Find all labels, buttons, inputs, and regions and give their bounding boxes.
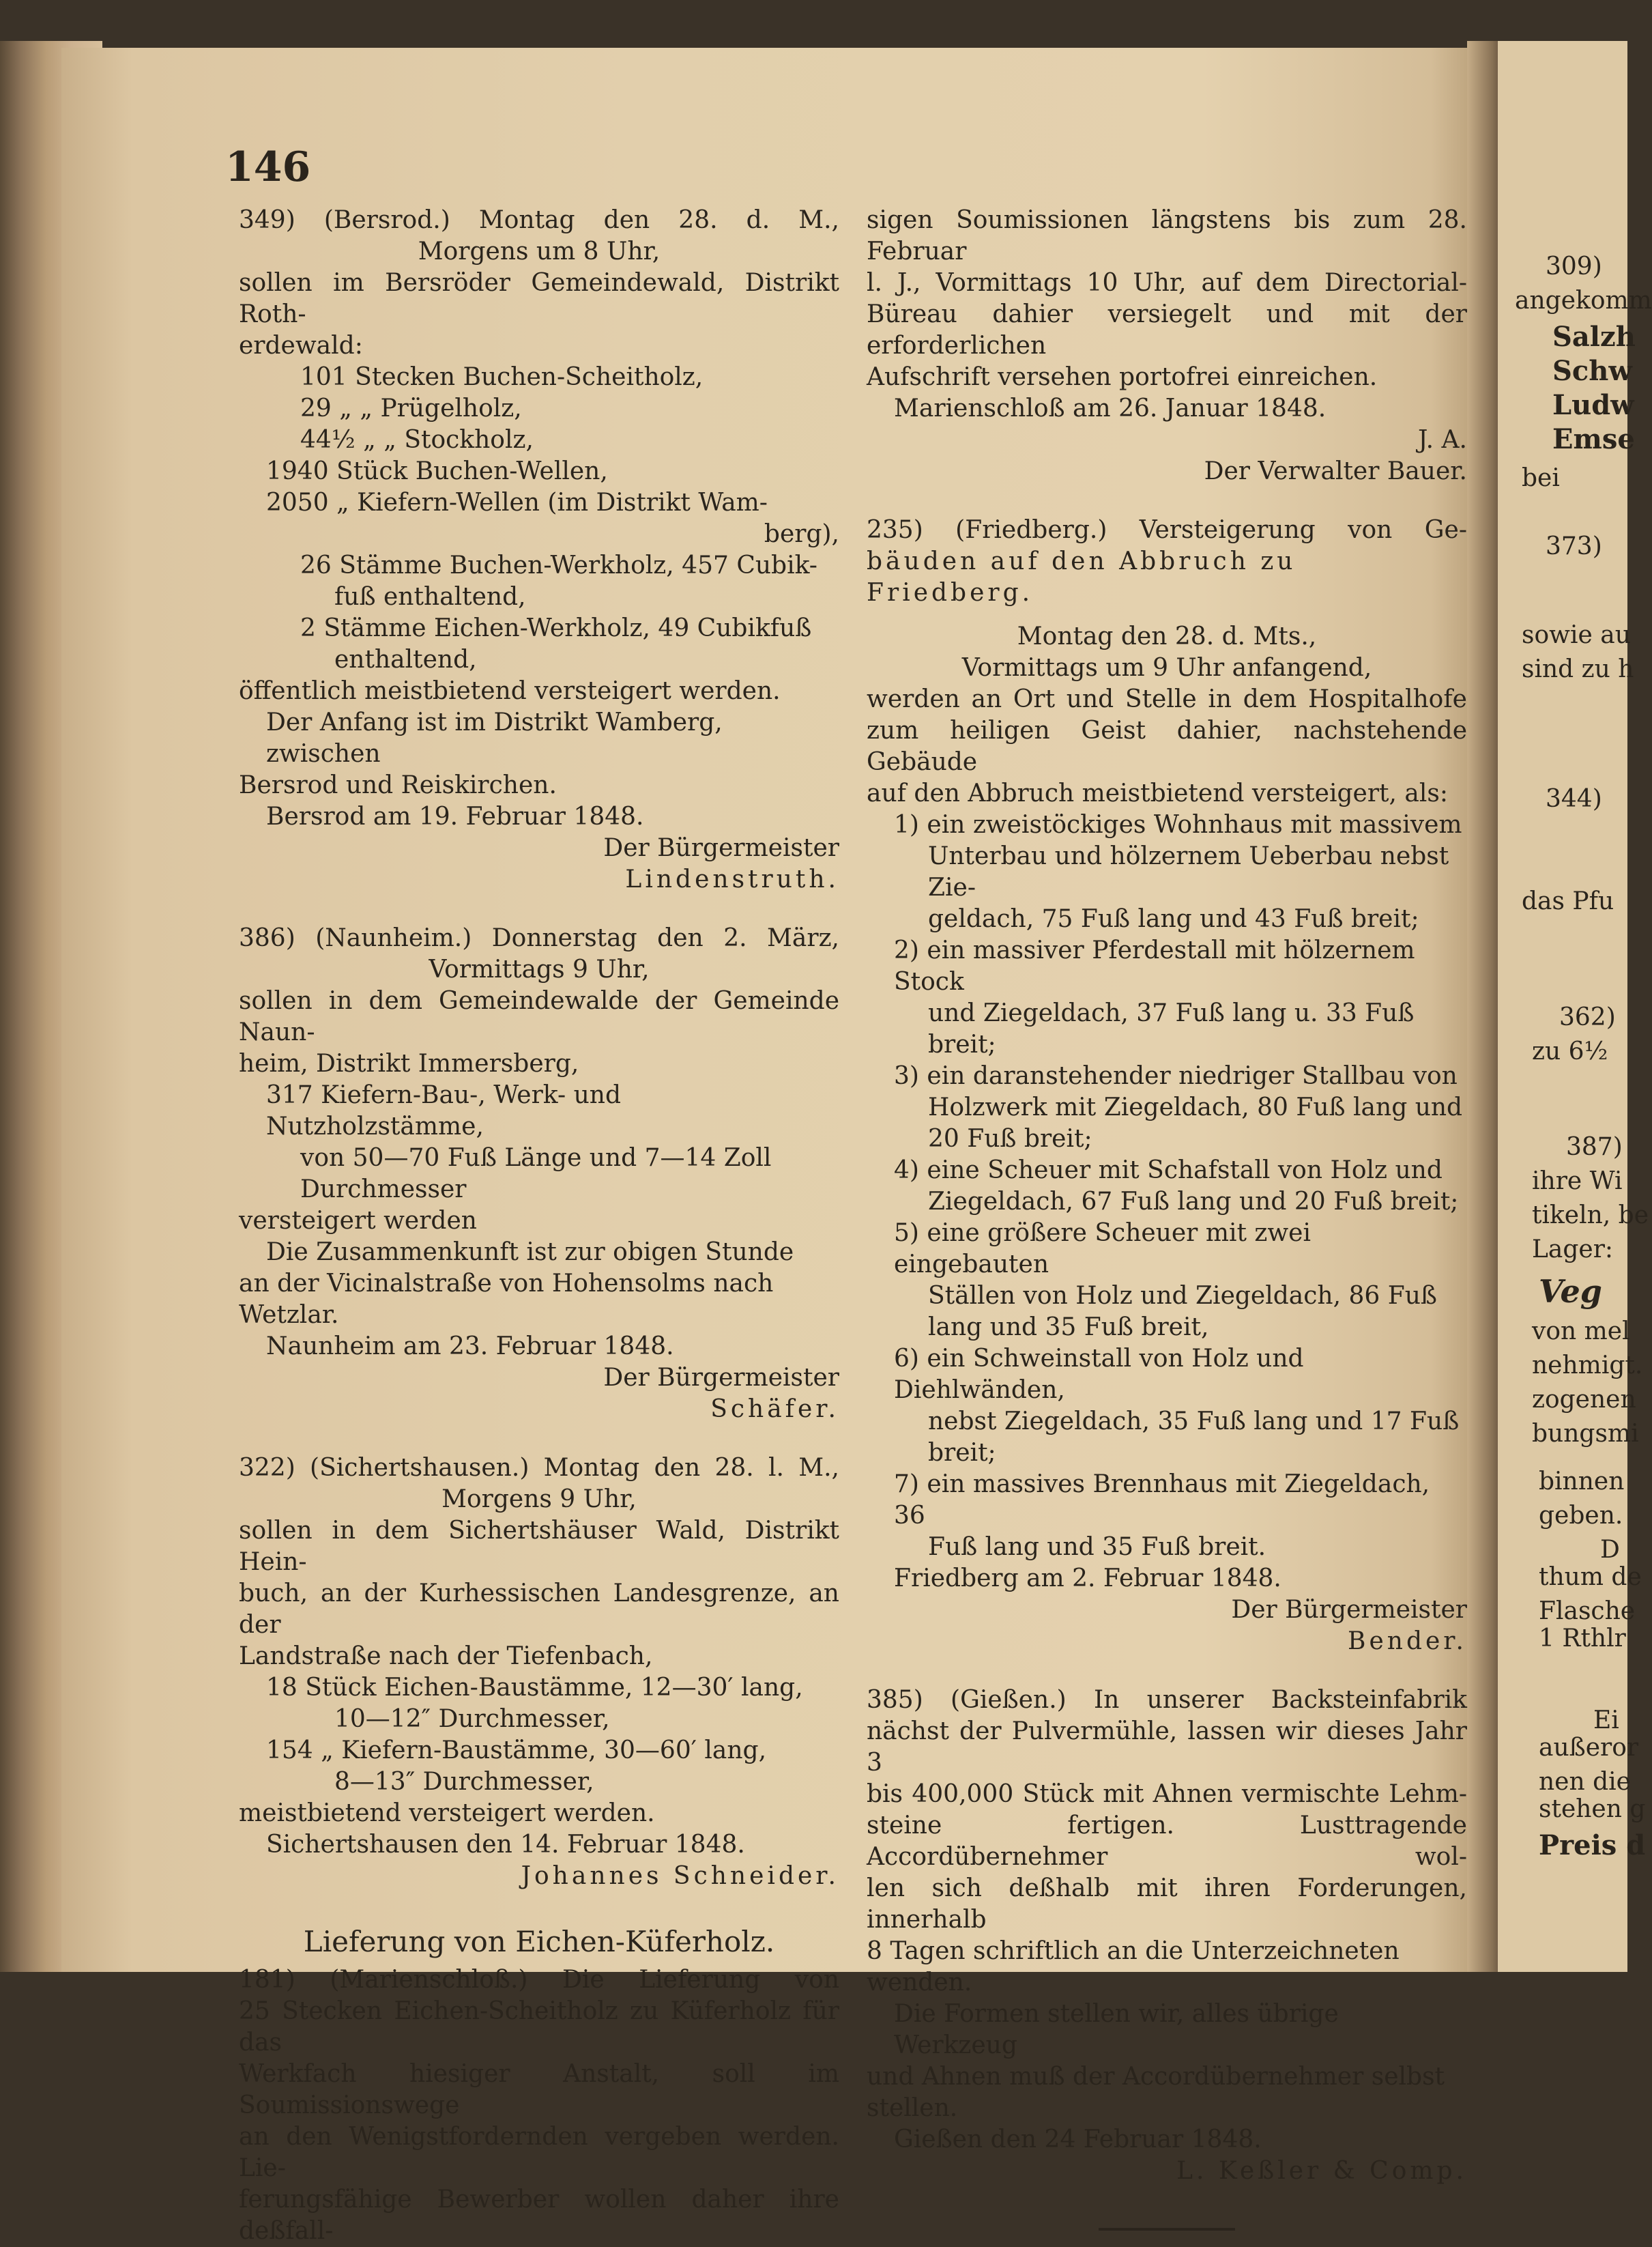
- text-line: Die Formen stellen wir, alles übrige Werkzeug: [894, 2000, 1339, 2059]
- text-line: fuß enthaltend,: [334, 583, 526, 611]
- text-line: geldach, 75 Fuß lang und 43 Fuß breit;: [928, 905, 1419, 933]
- text-line: 25 Stecken Eichen-Scheitholz zu Küferholz für das: [239, 1997, 839, 2057]
- text-line: Ziegeldach, 67 Fuß lang und 20 Fuß breit;: [928, 1188, 1459, 1216]
- text-line: Durchmesser: [300, 1175, 467, 1203]
- text-line: l. J., Vormittags 10 Uhr, auf dem Directorial-: [867, 269, 1467, 297]
- text-line: Montag den 28. d. Mts.,: [1017, 622, 1317, 650]
- text-line: lang und 35 Fuß breit,: [928, 1313, 1209, 1341]
- text-line: enthaltend,: [334, 646, 477, 674]
- right-page-fragment: bei: [1522, 464, 1560, 492]
- text-line: J. A.: [1418, 426, 1467, 454]
- text-line: nächst der Pulvermühle, lassen wir dieses Jahr 3: [867, 1717, 1467, 1777]
- text-line: Bersrod am 19. Februar 1848.: [266, 803, 644, 831]
- text-line: 2 Stämme Eichen-Werkholz, 49 Cubikfuß: [300, 614, 812, 642]
- text-line: Büreau dahier versiegelt und mit der erforderlichen: [867, 300, 1467, 360]
- text-line: 322) (Sichertshausen.) Montag den 28. l. M.,: [239, 1454, 839, 1482]
- right-page-fragment: zogenen: [1532, 1386, 1636, 1414]
- text-line: Der Bürgermeister: [603, 1364, 839, 1392]
- text-line: bäuden auf den Abbruch zu Friedberg.: [867, 547, 1296, 607]
- paragraph-gap: [239, 1425, 839, 1452]
- right-page-fragment: bungsmi: [1532, 1420, 1639, 1448]
- text-line: steine fertigen. Lusttragende Accordübernehmer wol-: [867, 1812, 1467, 1871]
- text-line: 10—12″ Durchmesser,: [334, 1705, 610, 1733]
- text-line: nebst Ziegeldach, 35 Fuß lang und 17 Fuß: [928, 1407, 1460, 1435]
- right-page-fragment: tikeln, be: [1532, 1201, 1649, 1229]
- right-page-fragment: Veg: [1539, 1273, 1602, 1310]
- text-line: 26 Stämme Buchen-Werkholz, 457 Cubik-: [300, 552, 817, 579]
- text-line: Vormittags 9 Uhr,: [429, 956, 650, 984]
- text-line: 3) ein daranstehender niedriger Stallbau von: [894, 1062, 1458, 1090]
- text-line: 385) (Gießen.) In unserer Backsteinfabrik: [867, 1686, 1467, 1714]
- right-page-fragment: nehmigt.: [1532, 1351, 1643, 1379]
- text-line: ferungsfähige Bewerber wollen daher ihre deßfall-: [239, 2186, 839, 2245]
- middle-column: [867, 205, 1467, 2231]
- text-line: 18 Stück Eichen-Baustämme, 12—30′ lang,: [266, 1674, 803, 1702]
- text-line: 4) eine Scheuer mit Schafstall von Holz und: [894, 1156, 1443, 1184]
- text-line: sollen in dem Sichertshäuser Wald, Distrikt Hein-: [239, 1517, 839, 1576]
- paragraph-gap: [867, 487, 1467, 515]
- text-line: 1940 Stück Buchen-Wellen,: [266, 457, 608, 485]
- text-line: Werkfach hiesiger Anstalt, soll im Soumissionswege: [239, 2060, 839, 2119]
- right-page-fragment: thum de: [1539, 1563, 1642, 1591]
- text-line: 386) (Naunheim.) Donnerstag den 2. März,: [239, 924, 839, 952]
- paragraph-gap: [239, 896, 839, 923]
- text-line: len sich deßhalb mit ihren Forderungen, innerhalb: [867, 1874, 1467, 1934]
- text-line: zum heiligen Geist dahier, nachstehende Gebäude: [867, 717, 1467, 776]
- text-line: 44½ „ „ Stockholz,: [300, 426, 534, 454]
- text-line: sollen in dem Gemeindewalde der Gemeinde Naun-: [239, 987, 839, 1046]
- text-line: Bersrod und Reiskirchen.: [239, 771, 557, 799]
- text-line: Sichertshausen den 14. Februar 1848.: [266, 1831, 745, 1859]
- text-line: berg),: [764, 520, 839, 548]
- text-line: 20 Fuß breit;: [928, 1125, 1092, 1153]
- text-line: 154 „ Kiefern-Baustämme, 30—60′ lang,: [266, 1736, 767, 1764]
- paragraph-gap: [867, 1657, 1467, 1685]
- right-page-fragment: Ei: [1593, 1706, 1619, 1734]
- right-page-fragment: außeror: [1539, 1734, 1639, 1762]
- text-line: Bender.: [1348, 1627, 1467, 1655]
- text-line: 317 Kiefern-Bau-, Werk- und Nutzholzstämme,: [266, 1081, 621, 1141]
- text-line: Holzwerk mit Ziegeldach, 80 Fuß lang und: [928, 1093, 1463, 1121]
- right-page-fragment: Salzh: [1552, 321, 1636, 353]
- text-line: werden an Ort und Stelle in dem Hospitalhofe: [867, 685, 1467, 713]
- right-page-fragment: angekomm: [1515, 287, 1652, 315]
- right-page-fragment: ihre Wi: [1532, 1167, 1623, 1195]
- right-page-fragment: sowie au: [1522, 621, 1631, 649]
- text-line: sollen im Bersröder Gemeindewald, Distrikt Roth-: [239, 269, 839, 328]
- right-page-fragment: Emse: [1552, 423, 1635, 455]
- right-page-fragment: nen die: [1539, 1768, 1631, 1796]
- text-line: Johannes Schneider.: [521, 1862, 839, 1890]
- text-line: 235) (Friedberg.) Versteigerung von Ge-: [867, 516, 1467, 544]
- text-line: Der Bürgermeister: [1231, 1596, 1467, 1624]
- text-line: versteigert werden: [239, 1207, 477, 1235]
- text-line: 349) (Bersrod.) Montag den 28. d. M.,: [239, 206, 839, 234]
- middle-column-lines: [867, 205, 1467, 2187]
- right-page-fragment: stehen g: [1539, 1795, 1646, 1823]
- right-page-fragment: 387): [1566, 1133, 1623, 1161]
- right-page-fragment: 1 Rthlr: [1539, 1625, 1626, 1652]
- text-line: Marienschloß am 26. Januar 1848.: [894, 395, 1327, 423]
- right-page-fragment: 373): [1546, 532, 1602, 560]
- text-line: 181) (Marienschloß.) Die Lieferung von: [239, 1966, 839, 1994]
- page-number: 146: [225, 143, 311, 191]
- text-line: 5) eine größere Scheuer mit zwei eingebauten: [894, 1219, 1311, 1278]
- paragraph-gap: [867, 609, 1467, 621]
- right-page-fragment: Schw: [1552, 355, 1632, 387]
- text-line: Lieferung von Eichen-Küferholz.: [303, 1925, 775, 1958]
- text-line: buch, an der Kurhessischen Landesgrenze, an der: [239, 1579, 839, 1639]
- text-line: Vormittags um 9 Uhr anfangend,: [961, 654, 1372, 682]
- right-page-fragment: Lager:: [1532, 1235, 1614, 1263]
- right-page: [1498, 41, 1652, 1972]
- text-line: breit;: [928, 1439, 996, 1467]
- text-line: Fuß lang und 35 Fuß breit.: [928, 1533, 1266, 1561]
- text-line: Der Anfang ist im Distrikt Wamberg, zwischen: [266, 709, 723, 768]
- text-line: Der Bürgermeister: [603, 834, 839, 862]
- text-line: 8—13″ Durchmesser,: [334, 1768, 594, 1796]
- text-line: Lindenstruth.: [625, 865, 839, 893]
- right-page-fragment: das Pfu: [1522, 887, 1614, 915]
- text-line: Der Verwalter Bauer.: [1204, 457, 1467, 485]
- text-line: erdewald:: [239, 332, 363, 360]
- right-page-fragment: 344): [1546, 785, 1602, 813]
- right-page-fragment: Flasche: [1539, 1597, 1636, 1625]
- text-line: auf den Abbruch meistbietend versteigert, als:: [867, 779, 1448, 807]
- text-line: meistbietend versteigert werden.: [239, 1799, 655, 1827]
- right-page-fragment: von mel: [1532, 1317, 1630, 1345]
- text-line: und Ahnen muß der Accordübernehmer selbst stellen.: [867, 2063, 1445, 2122]
- paragraph-gap: [239, 1892, 839, 1919]
- text-line: Morgens um 8 Uhr,: [418, 238, 661, 266]
- text-line: Schäfer.: [710, 1395, 839, 1423]
- right-page-fragment: Preis d: [1539, 1829, 1646, 1861]
- text-line: 101 Stecken Buchen-Scheitholz,: [300, 363, 704, 391]
- text-line: Gießen den 24 Februar 1848.: [894, 2126, 1262, 2153]
- text-line: Morgens 9 Uhr,: [441, 1485, 637, 1513]
- text-line: Die Zusammenkunft ist zur obigen Stunde: [266, 1238, 794, 1266]
- left-column: [239, 205, 839, 2247]
- text-line: an der Vicinalstraße von Hohensolms nach Wetzlar.: [239, 1270, 774, 1329]
- text-line: heim, Distrikt Immersberg,: [239, 1050, 579, 1078]
- text-line: Landstraße nach der Tiefenbach,: [239, 1642, 653, 1670]
- text-line: 1) ein zweistöckiges Wohnhaus mit massivem: [894, 811, 1462, 839]
- text-line: L. Keßler & Comp.: [1176, 2157, 1467, 2185]
- right-page-fragment: geben.: [1539, 1502, 1623, 1530]
- closing-rule: [1099, 2228, 1235, 2231]
- text-line: und Ziegeldach, 37 Fuß lang u. 33 Fuß breit;: [928, 999, 1415, 1059]
- right-page-fragment: zu 6½: [1532, 1037, 1608, 1065]
- text-line: Ställen von Holz und Ziegeldach, 86 Fuß: [928, 1282, 1437, 1310]
- right-page-fragment: Ludw: [1552, 389, 1634, 421]
- text-line: 7) ein massives Brennhaus mit Ziegeldach, 36: [894, 1470, 1430, 1530]
- text-line: Naunheim am 23. Februar 1848.: [266, 1332, 674, 1360]
- right-page-fragment: 362): [1559, 1003, 1616, 1031]
- text-line: Aufschrift versehen portofrei einreichen.: [867, 363, 1378, 391]
- right-page-fragment: sind zu h: [1522, 655, 1634, 683]
- text-line: 8 Tagen schriftlich an die Unterzeichneten wenden.: [867, 1937, 1400, 1996]
- right-page-fragment: D: [1600, 1536, 1620, 1564]
- text-line: sigen Soumissionen längstens bis zum 28. Februar: [867, 206, 1467, 266]
- text-line: an den Wenigstfordernden vergeben werden. Lie-: [239, 2123, 839, 2182]
- right-page-fragment: binnen: [1539, 1468, 1625, 1495]
- text-line: Unterbau und hölzernem Ueberbau nebst Zie-: [928, 842, 1449, 902]
- text-line: Friedberg am 2. Februar 1848.: [894, 1564, 1281, 1592]
- text-line: 2050 „ Kiefern-Wellen (im Distrikt Wam-: [266, 489, 768, 517]
- text-line: von 50—70 Fuß Länge und 7—14 Zoll: [300, 1144, 772, 1172]
- right-page-fragment: 309): [1546, 253, 1602, 281]
- text-line: 29 „ „ Prügelholz,: [300, 395, 522, 423]
- text-line: öffentlich meistbietend versteigert werden.: [239, 677, 781, 705]
- text-line: 6) ein Schweinstall von Holz und Diehlwänden,: [894, 1345, 1304, 1404]
- text-line: bis 400,000 Stück mit Ahnen vermischte Lehm-: [867, 1780, 1467, 1808]
- text-line: 2) ein massiver Pferdestall mit hölzernem Stock: [894, 936, 1415, 996]
